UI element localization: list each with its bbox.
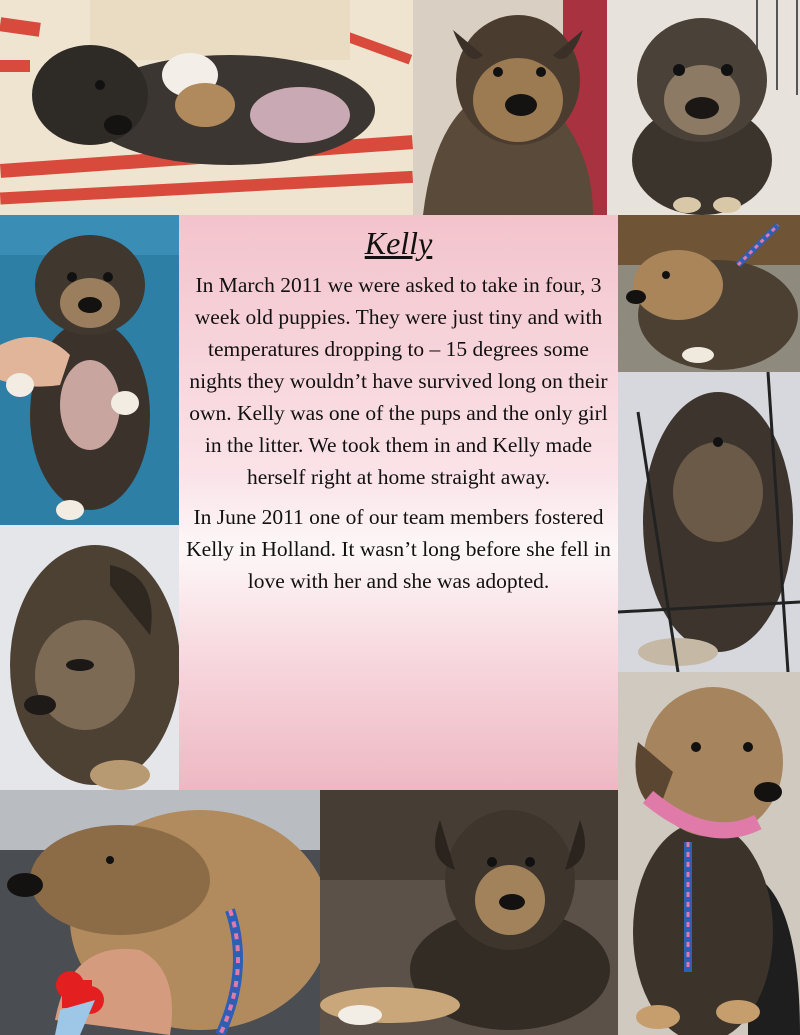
photo-puppy-face-sleepy [0, 525, 179, 790]
story-paragraph-2: In June 2011 one of our team members fostered Kelly in Holland. It wasn’t long before she fell in love with her and she was adopted. [186, 505, 611, 593]
story-paragraph-1: In March 2011 we were asked to take in four, 3 week old puppies. They were just tiny and with temperatures dropping to – 15 degrees some nights they wouldn’t have survived long on their own. Kelly was one of the pups and the only girl in the litter. We took them in and Kelly made herself right at home straight away. [189, 273, 608, 489]
photo-puppy-lying-down [320, 790, 618, 1035]
photo-puppy-side-collar [618, 215, 800, 372]
photo-puppy-head-closeup [413, 0, 607, 215]
photo-puppy-held-in-hands [0, 215, 179, 525]
story-panel [179, 215, 618, 790]
photo-puppy-on-blanket [0, 0, 413, 215]
photo-puppy-pink-collar [618, 672, 800, 1035]
photo-puppy-standing-front [607, 0, 800, 215]
photo-puppy-with-toy [0, 790, 320, 1035]
story-title: Kelly [364, 225, 433, 261]
photo-puppy-in-crate [618, 372, 800, 672]
